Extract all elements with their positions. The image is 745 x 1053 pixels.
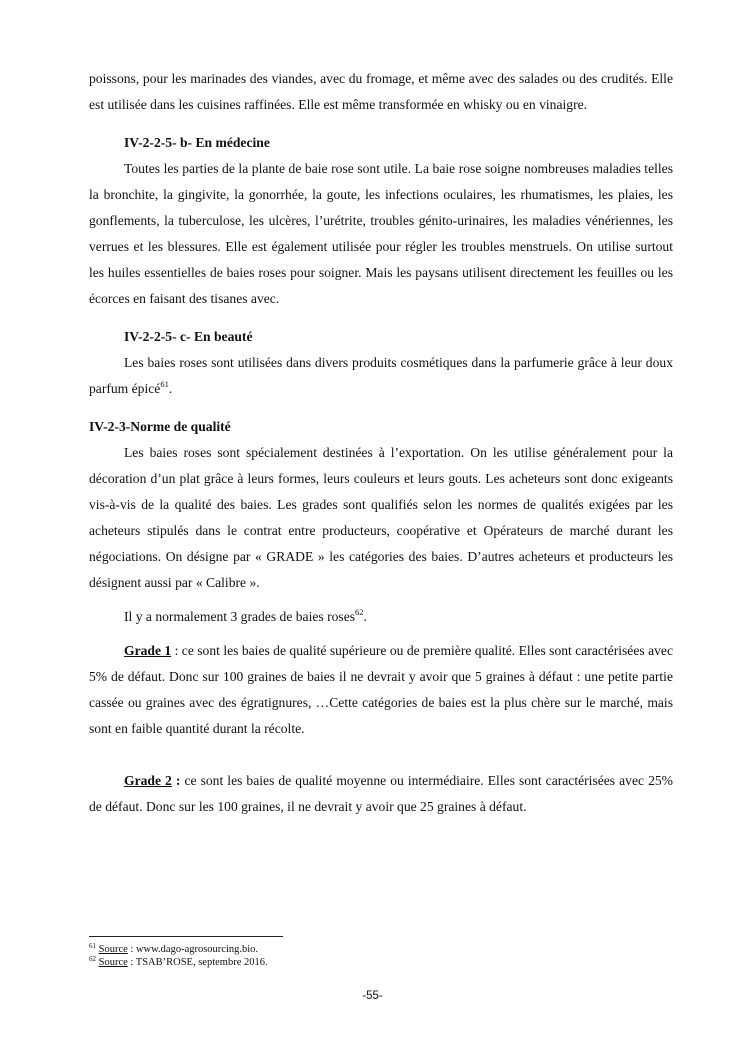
footnote-61-label: Source <box>98 944 128 955</box>
grade-1-label: Grade 1 <box>124 643 172 658</box>
paragraph-norme: Les baies roses sont spécialement destinées à l’exportation. On les utilise généralement pour la décoration d’un plat grâce à leurs formes, leurs couleurs et leurs gouts. Les acheteurs sont donc exigeants vis-à-vis de la qualité des baies. Les grades sont qualifiés selon les normes de qualités exigées par les acheteurs stipulés dans le contrat entre producteurs, coopérative et Opérateurs de marché durant les négociations. On désigne par « GRADE » les catégories des baies. D’autres acheteurs et producteurs les désignent aussi par « Calibre ». <box>89 445 673 590</box>
footnote-ref-61[interactable]: 61 <box>160 379 169 389</box>
paragraph-grade-1 <box>89 638 673 742</box>
paragraph-grades-intro <box>89 604 673 630</box>
footnote-divider <box>89 936 283 937</box>
page-body <box>89 66 673 820</box>
heading-beaute: IV-2-2-5- c- En beauté <box>124 329 253 344</box>
grade-2-label: Grade 2 <box>124 773 172 788</box>
beaute-text: Les baies roses sont utilisées dans divers produits cosmétiques dans la parfumerie grâce à leur doux parfum épicé <box>89 355 673 396</box>
continuation-paragraph: poissons, pour les marinades des viandes, avec du fromage, et même avec des salades ou des crudités. Elle est utilisée dans les cuisines raffinées. Elle est même transformée en whisky ou en vinaigre. <box>89 71 673 112</box>
heading-medecine: IV-2-2-5- b- En médecine <box>124 135 270 150</box>
grade-2-text: ce sont les baies de qualité moyenne ou intermédiaire. Elles sont caractérisées avec 25% de défaut. Donc sur les 100 graines, il ne devrait y avoir que 25 graines à défaut. <box>89 773 673 814</box>
heading-norme: IV-2-3-Norme de qualité <box>89 419 231 434</box>
grade-1-sep: : <box>171 643 182 658</box>
footnote-ref-62[interactable]: 62 <box>355 607 364 617</box>
footnotes <box>89 943 673 969</box>
footnote-62-number: 62 <box>89 955 96 963</box>
footnote-62-text: : TSAB’ROSE, septembre 2016. <box>127 957 268 968</box>
footnote-62-label: Source <box>98 957 128 968</box>
grade-2-sep: : <box>171 773 185 788</box>
grades-intro-text: Il y a normalement 3 grades de baies roses <box>124 609 356 624</box>
grades-intro-end: . <box>363 609 367 624</box>
beaute-end: . <box>168 381 173 396</box>
grade-1-text: ce sont les baies de qualité supérieure ou de première qualité. Elles sont caractérisées avec 5% de défaut. Donc sur 100 graines de baies il ne devrait y avoir que 5 graines à défaut : une petite partie cassée ou graines avec des égratignures, …Cette catégories de baies est la plus chère sur le marché, mais sont en faible quantité durant la récolte. <box>89 643 673 736</box>
page-number: -55- <box>362 990 383 1002</box>
footnote-62 <box>89 956 673 969</box>
paragraph-medecine: Toutes les parties de la plante de baie rose sont utile. La baie rose soigne nombreuses maladies telles la bronchite, la gingivite, la gonorrhée, la goute, les infections oculaires, les rhumatismes, les plaies, les gonflements, la tuberculose, les ulcères, l’urétrite, troubles génito-urinaires, les maladies vénériennes, les verrues et les blessures. Elle est également utilisée pour régler les troubles menstruels. On utilise surtout les huiles essentielles de baies roses pour soigner. Mais les paysans utilisent directement les feuilles ou les écorces en faisant des tisanes avec. <box>89 161 673 306</box>
paragraph-beaute <box>89 350 673 402</box>
footnote-61-text: : www.dago-agrosourcing.bio. <box>127 944 259 955</box>
footnote-61 <box>89 943 673 956</box>
footnote-61-number: 61 <box>89 942 96 950</box>
paragraph-grade-2 <box>89 768 673 820</box>
